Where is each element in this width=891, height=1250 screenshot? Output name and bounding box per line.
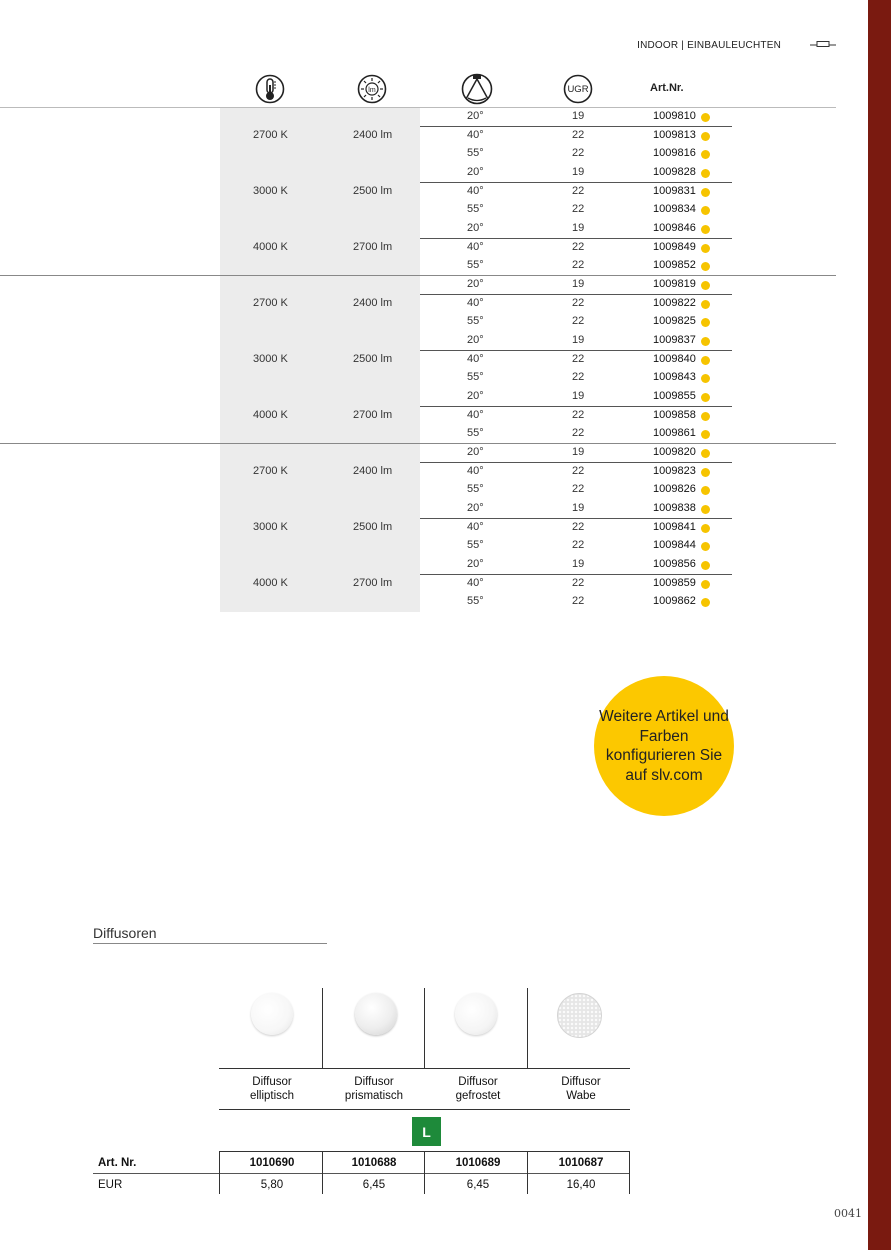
svg-text:lm: lm [368,87,376,94]
diffusor-name-prismatisch: Diffusor prismatisch [344,1076,404,1102]
availability-dot-icon [701,300,710,309]
color-temperature-value: 3000 K [253,185,288,197]
beam-angle-value: 55° [467,539,484,552]
article-number: 1009849 [653,240,696,253]
color-temp-subgroup [220,388,732,444]
table-row [420,295,732,314]
color-temp-subgroup [220,164,732,220]
lumen-value: 2700 lm [353,241,393,253]
article-number: 1009810 [653,110,696,122]
article-number: 1009862 [653,595,696,608]
beam-angle-value: 55° [467,203,484,216]
ugr-value: 22 [572,128,585,141]
beam-angle-value: 40° [467,296,484,309]
table-row [420,388,732,407]
diffusor-eur-wabe: 16,40 [566,1179,596,1191]
table-row [420,220,732,239]
article-number: 1009855 [653,390,696,402]
color-temp-subgroup [220,500,732,556]
lumen-value: 2500 lm [353,353,393,365]
availability-dot-icon [701,262,710,271]
thermometer-icon [255,72,285,106]
color-temp-subgroup [220,444,732,500]
color-temperature-value: 4000 K [253,241,288,253]
article-number: 1009825 [653,315,696,328]
art-nr-column-header: Art.Nr. [650,82,684,94]
beam-angle-value: 40° [467,576,484,589]
color-temp-subgroup [220,108,732,164]
beam-angle-value: 40° [467,464,484,477]
beam-angle-value: 20° [467,278,484,290]
table-row [420,463,732,482]
table-row [420,108,732,127]
ugr-value: 19 [572,558,585,570]
table-row [420,127,732,146]
color-temperature-value: 2700 K [253,297,288,309]
table-row [420,332,732,351]
ugr-value: 22 [572,408,585,421]
ugr-icon [563,72,593,106]
article-number: 1009861 [653,427,696,440]
lumen-value: 2400 lm [353,297,393,309]
article-number: 1009840 [653,352,696,365]
article-number: 1009813 [653,128,696,141]
table-row [420,575,732,594]
color-temperature-value: 2700 K [253,465,288,477]
diffusor-wabe-image [557,993,602,1038]
color-temp-subgroup [220,332,732,388]
diffusor-col-divider [527,988,528,1068]
lumen-value: 2500 lm [353,185,393,197]
availability-dot-icon [701,244,710,253]
article-number: 1009844 [653,539,696,552]
ugr-value: 22 [572,184,585,197]
beam-angle-value: 20° [467,390,484,402]
table-row [420,201,732,220]
column-header-row [0,70,836,108]
availability-dot-icon [701,150,710,159]
availability-dot-icon [701,318,710,327]
lumen-value: 2700 lm [353,577,393,589]
availability-dot-icon [701,449,710,458]
ugr-value: 22 [572,483,585,496]
color-temperature-value: 3000 K [253,353,288,365]
article-number: 1009852 [653,259,696,272]
ugr-value: 22 [572,464,585,477]
art-nr-row-label: Art. Nr. [98,1157,137,1169]
availability-dot-icon [701,468,710,477]
beam-angle-value: 55° [467,483,484,496]
ugr-value: 22 [572,147,585,160]
availability-dot-icon [701,542,710,551]
color-temp-subgroup [220,220,732,276]
article-number: 1009826 [653,483,696,496]
diffusor-art-gefrostet: 1010689 [455,1157,501,1169]
ugr-value: 22 [572,203,585,216]
availability-dot-icon [701,188,710,197]
ugr-value: 22 [572,539,585,552]
ugr-value: 22 [572,576,585,589]
beam-angle-value: 40° [467,184,484,197]
lumen-value: 2400 lm [353,465,393,477]
ugr-value: 19 [572,166,585,178]
availability-dot-icon [701,374,710,383]
promo-text: Weitere Artikel und Farben konfigurieren Sie auf slv.com [599,708,729,784]
diffusor-name-wabe: Diffusor Wabe [561,1076,601,1102]
availability-dot-icon [701,281,710,290]
article-number: 1009837 [653,334,696,346]
price-col-divider [219,1151,220,1194]
availability-dot-icon [701,486,710,495]
table-row [420,369,732,388]
table-row [420,537,732,556]
availability-dot-icon [701,393,710,402]
table-row [420,351,732,370]
article-number: 1009859 [653,576,696,589]
beam-angle-value: 20° [467,558,484,570]
beam-angle-value: 55° [467,147,484,160]
beam-angle-value: 40° [467,128,484,141]
price-col-divider [527,1151,528,1194]
ugr-value: 19 [572,446,585,458]
beam-angle-value: 40° [467,408,484,421]
beam-angle-value: 40° [467,520,484,533]
beam-angle-icon [460,72,494,106]
article-number: 1009822 [653,296,696,309]
ugr-value: 19 [572,110,585,122]
table-row [420,407,732,426]
table-row [420,276,732,295]
lumen-value: 2500 lm [353,521,393,533]
ugr-value: 19 [572,278,585,290]
availability-dot-icon [701,430,710,439]
article-number: 1009843 [653,371,696,384]
beam-angle-value: 20° [467,110,484,122]
availability-dot-icon [701,132,710,141]
diffusor-eur-elliptisch: 5,80 [260,1179,284,1191]
diffusor-section-title: Diffusoren [93,925,157,941]
diffusor-art-wabe: 1010687 [558,1157,604,1169]
ugr-value: 19 [572,222,585,234]
diffusor-col-divider [322,988,323,1068]
sidebar-bar [868,0,891,1250]
beam-angle-value: 20° [467,222,484,234]
beam-angle-value: 55° [467,371,484,384]
availability-dot-icon [701,169,710,178]
beam-angle-value: 55° [467,315,484,328]
article-number: 1009856 [653,558,696,570]
article-number: 1009834 [653,203,696,216]
diffusor-eur-gefrostet: 6,45 [466,1179,490,1191]
svg-text:UGR: UGR [567,84,589,95]
table-row [420,425,732,444]
ugr-value: 22 [572,315,585,328]
availability-dot-icon [701,580,710,589]
art-row-line [93,1173,630,1174]
table-row [420,257,732,276]
ugr-value: 22 [572,296,585,309]
diffusor-elliptisch-image [251,993,293,1035]
ugr-value: 22 [572,371,585,384]
beam-angle-value: 40° [467,240,484,253]
availability-dot-icon [701,505,710,514]
article-number: 1009838 [653,502,696,514]
availability-dot-icon [701,337,710,346]
availability-dot-icon [701,524,710,533]
table-row [420,593,732,612]
section-header: INDOOR | EINBAULEUCHTEN [637,40,781,51]
color-temperature-value: 4000 K [253,409,288,421]
article-number: 1009820 [653,446,696,458]
color-temperature-value: 3000 K [253,521,288,533]
price-col-divider [424,1151,425,1194]
ugr-value: 19 [572,502,585,514]
page-number: 0041 [834,1207,862,1220]
product-group [0,276,836,444]
luminaire-icon [810,40,836,50]
ugr-value: 19 [572,334,585,346]
beam-angle-value: 55° [467,259,484,272]
color-temperature-value: 2700 K [253,129,288,141]
product-group [0,108,836,276]
ugr-value: 22 [572,352,585,365]
diffusor-art-prismatisch: 1010688 [351,1157,397,1169]
diffusor-eur-prismatisch: 6,45 [362,1179,386,1191]
price-col-divider [322,1151,323,1194]
article-number: 1009828 [653,166,696,178]
diffusor-name-elliptisch: Diffusor elliptisch [249,1076,295,1102]
diffusor-image-divider [219,1068,630,1069]
table-row [420,444,732,463]
ugr-value: 22 [572,240,585,253]
table-row [420,164,732,183]
color-temp-subgroup [220,556,732,612]
availability-dot-icon [701,561,710,570]
table-row [420,519,732,538]
color-temp-subgroup [220,276,732,332]
product-group [0,444,836,612]
article-number: 1009858 [653,408,696,421]
beam-angle-value: 20° [467,166,484,178]
ugr-value: 22 [572,427,585,440]
ugr-value: 22 [572,259,585,272]
table-row [420,556,732,575]
availability-dot-icon [701,206,710,215]
beam-angle-value: 55° [467,427,484,440]
article-number: 1009841 [653,520,696,533]
beam-angle-value: 20° [467,446,484,458]
article-number: 1009816 [653,147,696,160]
beam-angle-value: 20° [467,502,484,514]
diffusor-gefrostet-image [455,993,497,1035]
table-row [420,183,732,202]
beam-angle-value: 20° [467,334,484,346]
article-number: 1009846 [653,222,696,234]
availability-dot-icon [701,412,710,421]
table-row [420,481,732,500]
availability-dot-icon [701,598,710,607]
diffusor-title-underline [93,943,327,944]
color-temperature-value: 4000 K [253,577,288,589]
ugr-value: 22 [572,595,585,608]
lumen-icon [357,72,387,106]
availability-dot-icon [701,225,710,234]
table-row [420,313,732,332]
lumen-value: 2700 lm [353,409,393,421]
diffusor-name-gefrostet: Diffusor gefrostet [455,1076,501,1102]
diffusor-art-elliptisch: 1010690 [249,1157,295,1169]
promo-bubble[interactable] [594,676,734,816]
beam-angle-value: 40° [467,352,484,365]
table-row [420,239,732,258]
diffusor-col-divider [424,988,425,1068]
table-row [420,145,732,164]
availability-dot-icon [701,113,710,122]
availability-dot-icon [701,356,710,365]
ugr-value: 22 [572,520,585,533]
table-row [420,500,732,519]
eur-row-label: EUR [98,1179,123,1191]
ugr-value: 19 [572,390,585,402]
beam-angle-value: 55° [467,595,484,608]
diffusor-name-divider [219,1109,630,1110]
article-number: 1009823 [653,464,696,477]
price-col-divider [629,1151,630,1194]
article-number: 1009831 [653,184,696,197]
lumen-value: 2400 lm [353,129,393,141]
article-number: 1009819 [653,278,696,290]
size-badge-l: L [412,1117,441,1146]
diffusor-prismatisch-image [355,993,397,1035]
